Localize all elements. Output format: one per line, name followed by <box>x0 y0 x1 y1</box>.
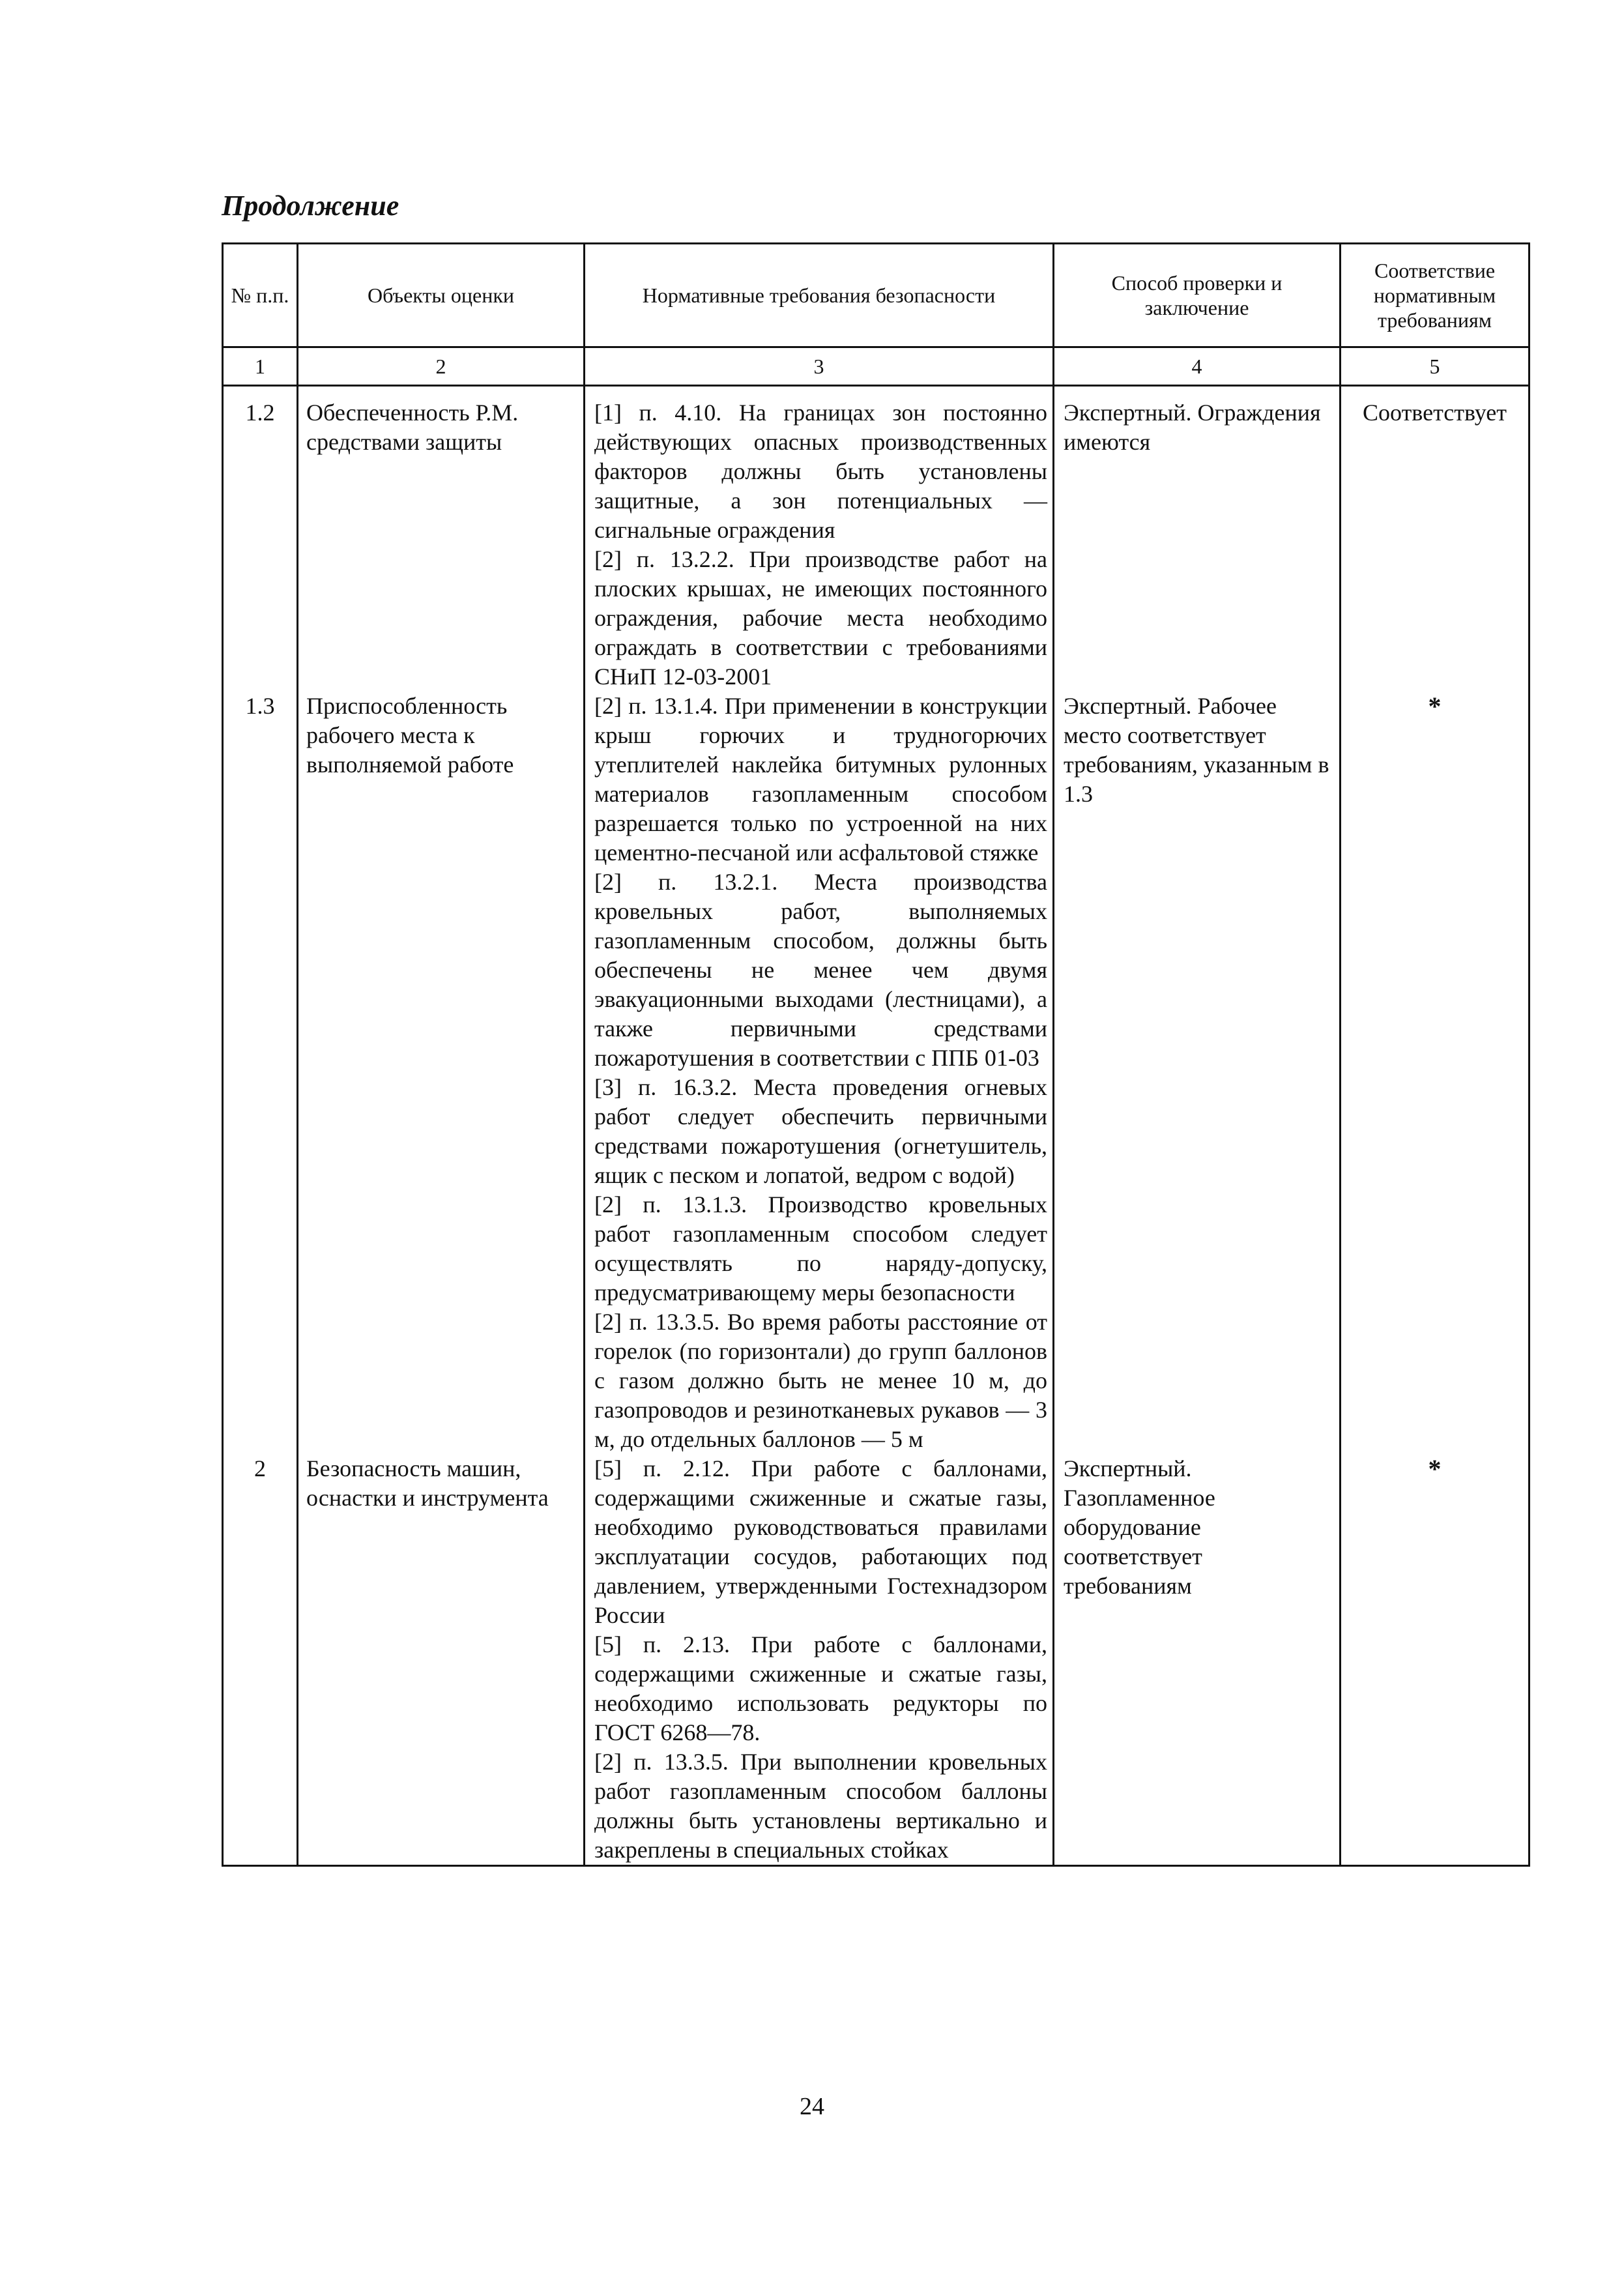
table-row <box>223 1454 1530 1866</box>
header-method: Способ проверки и заключение <box>1054 244 1341 347</box>
row-requirements <box>585 692 1054 1454</box>
row-method: Экспертный. Рабочее место соответствует требованиям, указанным в 1.3 <box>1054 692 1341 1454</box>
column-number: 2 <box>298 347 585 386</box>
row-method: Экспертный. Ограждения имеются <box>1054 386 1341 692</box>
column-number: 5 <box>1341 347 1530 386</box>
row-object: Приспособленность рабочего места к выполняемой работе <box>298 692 585 1454</box>
row-method: Экспертный. Газопламенное оборудование соответствует требованиям <box>1054 1454 1341 1866</box>
page-number: 24 <box>800 2093 824 2120</box>
column-number: 3 <box>585 347 1054 386</box>
requirement-item: [2] п. 13.3.5. Во время работы расстояние от горелок (по горизонтали) до групп баллонов с газом должно быть не менее 10 м, до газопроводов и резинотканевых рукавов — 3 м, до отдельных баллонов — 5 м <box>594 1309 1047 1452</box>
requirement-item: [5] п. 2.13. При работе с баллонами, содержащими сжиженные и сжатые газы, необходимо использовать редукторы по ГОСТ 6268—78. <box>594 1631 1047 1745</box>
row-compliance <box>1341 692 1530 1454</box>
row-object: Обеспеченность Р.М. средствами защиты <box>298 386 585 692</box>
requirement-item: [2] п. 13.2.1. Места производства кровельных работ, выполняемых газопламенным способом, должны быть обеспечены не менее чем двумя эвакуационными выходами (лестницами), а также первичными средствами пожаротушения в соответствии с ППБ 01-03 <box>594 869 1047 1071</box>
row-compliance: Соответствует <box>1341 386 1530 692</box>
requirement-item: [2] п. 13.3.5. При выполнении кровельных работ газопламенным способом баллоны должны быть установлены вертикально и закреплены в специальных стойках <box>594 1749 1047 1863</box>
header-requirements: Нормативные требования безопасности <box>585 244 1054 347</box>
table-header-row <box>223 244 1530 347</box>
column-number: 1 <box>223 347 298 386</box>
compliance-mark: * <box>1428 1454 1442 1483</box>
row-number: 1.2 <box>223 386 298 692</box>
row-compliance <box>1341 1454 1530 1866</box>
page-title: Продолжение <box>222 190 399 222</box>
row-number: 2 <box>223 1454 298 1866</box>
requirement-item: [2] п. 13.1.3. Производство кровельных работ газопламенным способом следует осуществлять по наряду-допуску, предусматривающему меры безопасности <box>594 1191 1047 1306</box>
row-requirements <box>585 386 1054 692</box>
assessment-table <box>222 242 1530 1867</box>
header-num: № п.п. <box>223 244 298 347</box>
requirement-item: [2] п. 13.2.2. При производстве работ на плоских крышах, не имеющих постоянного ограждения, рабочие места необходимо ограждать в соответствии с требованиями СНиП 12-03-2001 <box>594 546 1047 690</box>
header-compliance: Соответствие нормативным требованиям <box>1341 244 1530 347</box>
requirement-item: [1] п. 4.10. На границах зон постоянно действующих опасных производственных факторов должны быть установлены защитные, а зон потенциальных — сигнальные ограждения <box>594 400 1047 543</box>
row-object: Безопасность машин, оснастки и инструмента <box>298 1454 585 1866</box>
requirement-item: [5] п. 2.12. При работе с баллонами, содержащими сжиженные и сжатые газы, необходимо руководствоваться правилами эксплуатации сосудов, работающих под давлением, утвержденными Гостехнадзором России <box>594 1455 1047 1628</box>
row-requirements <box>585 1454 1054 1866</box>
requirement-item: [3] п. 16.3.2. Места проведения огневых работ следует обеспечить первичными средствами пожаротушения (огнетушитель, ящик с песком и лопатой, ведром с водой) <box>594 1074 1047 1188</box>
table-row <box>223 692 1530 1454</box>
column-number: 4 <box>1054 347 1341 386</box>
requirement-item: [2] п. 13.1.4. При применении в конструкции крыш горючих и трудногорючих утеплителей наклейка битумных рулонных материалов газопламенным способом разрешается только по устроенной на них цементно-песчаной или асфальтовой стяжке <box>594 693 1047 866</box>
header-object: Объекты оценки <box>298 244 585 347</box>
column-number-row <box>223 347 1530 386</box>
compliance-mark: * <box>1428 692 1442 721</box>
table-row <box>223 386 1530 692</box>
row-number: 1.3 <box>223 692 298 1454</box>
